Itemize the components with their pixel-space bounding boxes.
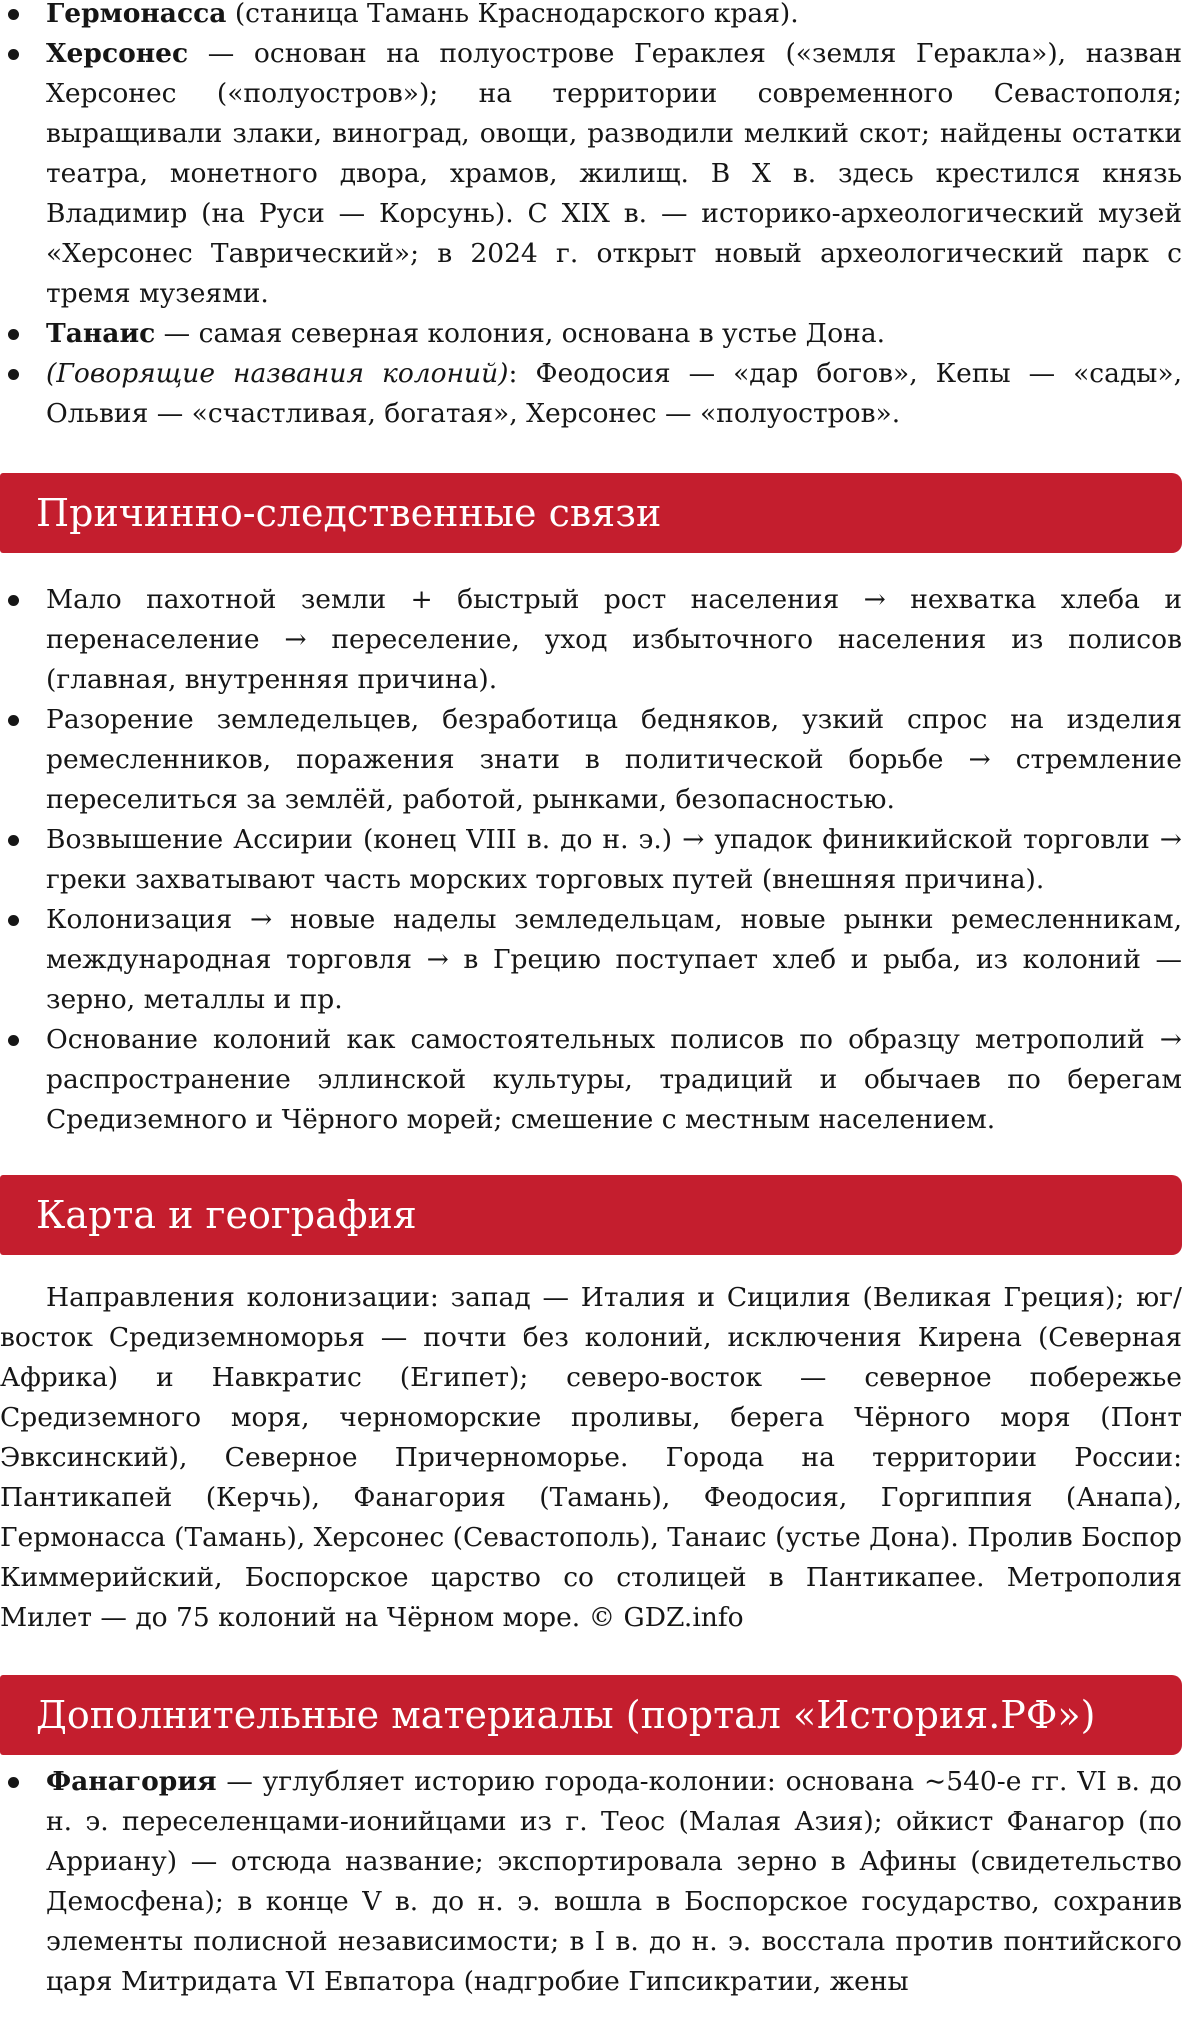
term: Фанагория: [46, 1766, 217, 1797]
colonies-list: [0, 0, 1182, 434]
extra-list: [0, 1762, 1182, 2002]
list-item: [46, 314, 1182, 354]
list-item: [46, 0, 1182, 34]
causes-list: [0, 580, 1182, 1140]
italic-term: (Говорящие названия колоний): [46, 358, 509, 389]
list-item: Мало пахотной земли + быстрый рост населения → нехватка хлеба и перенаселение → переселение, уход избыточного населения из полисов (главная, внутренняя причина).: [46, 580, 1182, 700]
section-header-extra: Дополнительные материалы (портал «История.РФ»): [0, 1675, 1182, 1755]
map-paragraph: Направления колонизации: запад — Италия и Сицилия (Великая Греция); юг/восток Средиземноморья — почти без колоний, исключения Кирена (Северная Африка) и Навкратис (Египет); северо-восток — северное побережье Средиземного моря, черноморские проливы, берега Чёрного моря (Понт Эвксинский), Северное Причерноморье. Города на территории России: Пантикапей (Керчь), Фанагория (Тамань), Феодосия, Горгиппия (Анапа), Гермонасса (Тамань), Херсонес (Севастополь), Танаис (устье Дона). Пролив Боспор Киммерийский, Боспорское царство со столицей в Пантикапее. Метрополия Милет — до 75 колоний на Чёрном море. © GDZ.info: [0, 1282, 1182, 1633]
list-item: Возвышение Ассирии (конец VIII в. до н. э.) → упадок финикийской торговли → греки захватывают часть морских торговых путей (внешняя причина).: [46, 820, 1182, 900]
list-item: [46, 34, 1182, 314]
item-text: — основан на полуострове Гераклея («земля Геракла»), назван Херсонес («полуостров»); на территории современного Севастополя; выращивали злаки, виноград, овощи, разводили мелкий скот; найдены остатки театра, монетного двора, храмов, жилищ. В X в. здесь крестился князь Владимир (на Руси — Корсунь). С XIX в. — историко-археологический музей «Херсонес Таврический»; в 2024 г. открыт новый археологический парк с тремя музеями.: [46, 38, 1182, 309]
section-header-causes: Причинно-следственные связи: [0, 473, 1182, 553]
term: Танаис: [46, 318, 156, 349]
term: Гермонасса: [46, 0, 227, 29]
extra-section: [0, 1762, 1182, 2002]
list-item: [46, 354, 1182, 434]
causes-section: [0, 580, 1182, 1140]
colonies-list-section: [0, 0, 1182, 434]
item-text: (станица Тамань Краснодарского края).: [226, 0, 799, 29]
item-text: : Феодосия — «дар богов», Кепы — «сады», Ольвия — «счастливая, богатая», Херсонес — «полуостров».: [46, 358, 1182, 429]
list-item: Разорение земледельцев, безработица бедняков, узкий спрос на изделия ремесленников, поражения знати в политической борьбе → стремление переселиться за землёй, работой, рынками, безопасностью.: [46, 700, 1182, 820]
term: Херсонес: [46, 38, 189, 69]
list-item: [46, 1762, 1182, 2002]
item-text: — самая северная колония, основана в устье Дона.: [155, 318, 886, 349]
section-header-map: Карта и география: [0, 1175, 1182, 1255]
list-item: Основание колоний как самостоятельных полисов по образцу метрополий → распространение эллинской культуры, традиций и обычаев по берегам Средиземного и Чёрного морей; смешение с местным населением.: [46, 1020, 1182, 1140]
list-item: Колонизация → новые наделы земледельцам, новые рынки ремесленникам, международная торговля → в Грецию поступает хлеб и рыба, из колоний — зерно, металлы и пр.: [46, 900, 1182, 1020]
item-text: — углубляет историю города-колонии: основана ∼540-е гг. VI в. до н. э. переселенцами-ионийцами из г. Теос (Малая Азия); ойкист Фанагор (по Арриану) — отсюда название; экспортировала зерно в Афины (свидетельство Демосфена); в конце V в. до н. э. вошла в Боспорское государство, сохранив элементы полисной независимости; в I в. до н. э. восстала против понтийского царя Митридата VI Евпатора (надгробие Гипсикратии, жены: [46, 1766, 1182, 1997]
